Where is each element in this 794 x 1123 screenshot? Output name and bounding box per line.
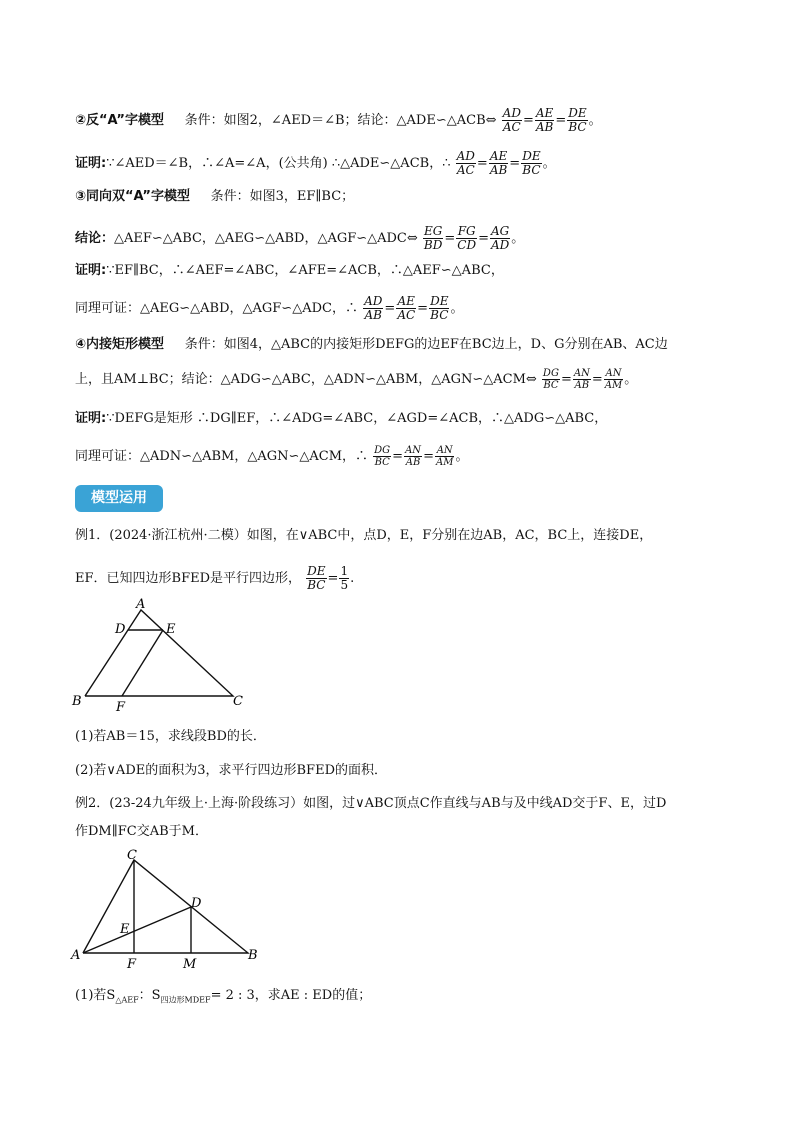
model2-proof: 证明:∵∠AED＝∠B，∴∠A=∠A，(公共角) ∴△ADE∽△ACB，∴ $\frac{AD}{AC}$ = $\frac{AE}{AB}$ = $\frac{DE}{BC}$ 。 [75,149,556,177]
label-A: A [136,597,146,612]
label-D: D [115,622,126,637]
example1-figure [60,595,260,715]
model3-same: 同理可证：△AEG∽△ABD，△AGF∽△ADC，∴ $\frac{AD}{AB}$ = $\frac{AE}{AC}$ = $\frac{DE}{BC}$ 。 [75,294,464,322]
fraction: $\frac{AN}{AB}$ [405,445,422,468]
model3-proof: 证明:∵EF∥BC，∴∠AEF=∠ABC，∠AFE=∠ACB，∴△AEF∽△ABC， [75,263,504,278]
model3-line: ③同向双“A”字模型 条件：如图3，EF∥BC； [75,189,355,204]
label-E: E [120,922,130,937]
label-C: C [127,848,137,863]
section-badge: 模型运用 [75,485,163,512]
example2-q1: (1)若$S_{\triangle AEF}$：$S_{四边形MDEF}= 2$ : 3，求AE : ED的值； [75,988,372,1005]
fraction: $\frac{AN}{AB}$ [573,368,590,391]
fraction: $\frac{DG}{BC}$ [374,445,391,468]
label-M: M [183,957,197,972]
model4-same: 同理可证：△ADN∽△ABM，△AGN∽△ACM，∴ $\frac{DG}{BC}$ = $\frac{AN}{AB}$ = $\frac{AN}{AM}$ 。 [75,445,469,468]
example2-figure [65,843,265,973]
example1-line2: EF．已知四边形BFED是平行四边形， $\frac{DE}{BC}$ = $\frac{1}{5}$ . [75,564,355,592]
model3-title: ③同向双“A”字模型 [75,189,190,204]
label-D: D [191,896,202,911]
label-B: B [72,694,82,709]
label-F: F [127,957,137,972]
model4-line: ④内接矩形模型 条件：如图4，△ABC的内接矩形DEFG的边EF在BC边上，D、G分别在AB、AC边 [75,337,668,352]
fraction: $\frac{DE}{BC}$ [430,294,449,322]
fraction: $\frac{1}{5}$ [340,564,349,592]
fraction: $\frac{AD}{AC}$ [456,149,475,177]
fraction: $\frac{DE}{BC}$ [568,106,587,134]
fraction: $\frac{AE}{AB}$ [489,149,508,177]
fraction: $\frac{AE}{AB}$ [535,106,554,134]
fraction: $\frac{EG}{BD}$ [423,224,443,252]
model3-conclusion: 结论：△AEF∽△ABC，△AEG∽△ABD，△AGF∽△ADC⇔ $\frac{EG}{BD}$ = $\frac{FG}{CD}$ = $\frac{AG}{AD}$ 。 [75,224,525,252]
fraction: $\frac{DG}{BC}$ [542,368,559,391]
fraction: $\frac{AD}{AC}$ [502,106,521,134]
fraction: $\frac{AG}{AD}$ [491,224,510,252]
model4-title: ④内接矩形模型 [75,337,165,352]
fraction: $\frac{DE}{BC}$ [307,564,326,592]
fraction: $\frac{DE}{BC}$ [522,149,541,177]
model2-title: ②反“A”字模型 [75,113,164,128]
label-E: E [166,622,176,637]
example2-line2: 作DM∥FC交AB于M． [75,824,208,839]
model4-proof: 证明:∵DEFG是矩形 ∴DG∥EF，∴∠ADG=∠ABC，∠AGD=∠ACB，∴△ADG∽△ABC， [75,411,608,426]
example1-q1: (1)若AB＝15，求线段BD的长． [75,729,266,744]
example2-line1: 例2．(23-24九年级上·上海·阶段练习）如图，过∨ABC顶点C作直线与AB与及中线AD交于F、E，过D [75,796,667,811]
label-F: F [116,700,126,715]
label-C: C [233,694,243,709]
model2-line: ②反“A”字模型 条件：如图2，∠AED＝∠B；结论：△ADE∽△ACB⇔ $\frac{AD}{AC}$ = $\frac{AE}{AB}$ = $\frac{DE}{BC}$ 。 [75,106,602,134]
fraction: $\frac{FG}{CD}$ [457,224,477,252]
model4-line2: 上，且AM⊥BC；结论：△ADG∽△ABC，△ADN∽△ABM，△AGN∽△ACM⇔ $\frac{DG}{BC}$ = $\frac{AN}{AB}$ = $\frac{AN}{AM}$ 。 [75,368,638,391]
fraction: $\frac{AD}{AB}$ [364,294,383,322]
label-B: B [248,948,258,963]
fraction: $\frac{AE}{AC}$ [397,294,416,322]
fraction: $\frac{AN}{AM}$ [435,445,454,468]
label-A: A [71,948,81,963]
example1-line1: 例1．(2024·浙江杭州·二模）如图，在∨ABC中，点D，E，F分别在边AB，AC，BC上，连接DE， [75,528,653,543]
example1-q2: (2)若∨ADE的面积为3，求平行四边形BFED的面积． [75,763,387,778]
fraction: $\frac{AN}{AM}$ [604,368,623,391]
model2-condition: 条件：如图2，∠AED＝∠B；结论：△ADE∽△ACB⇔ [184,113,497,128]
